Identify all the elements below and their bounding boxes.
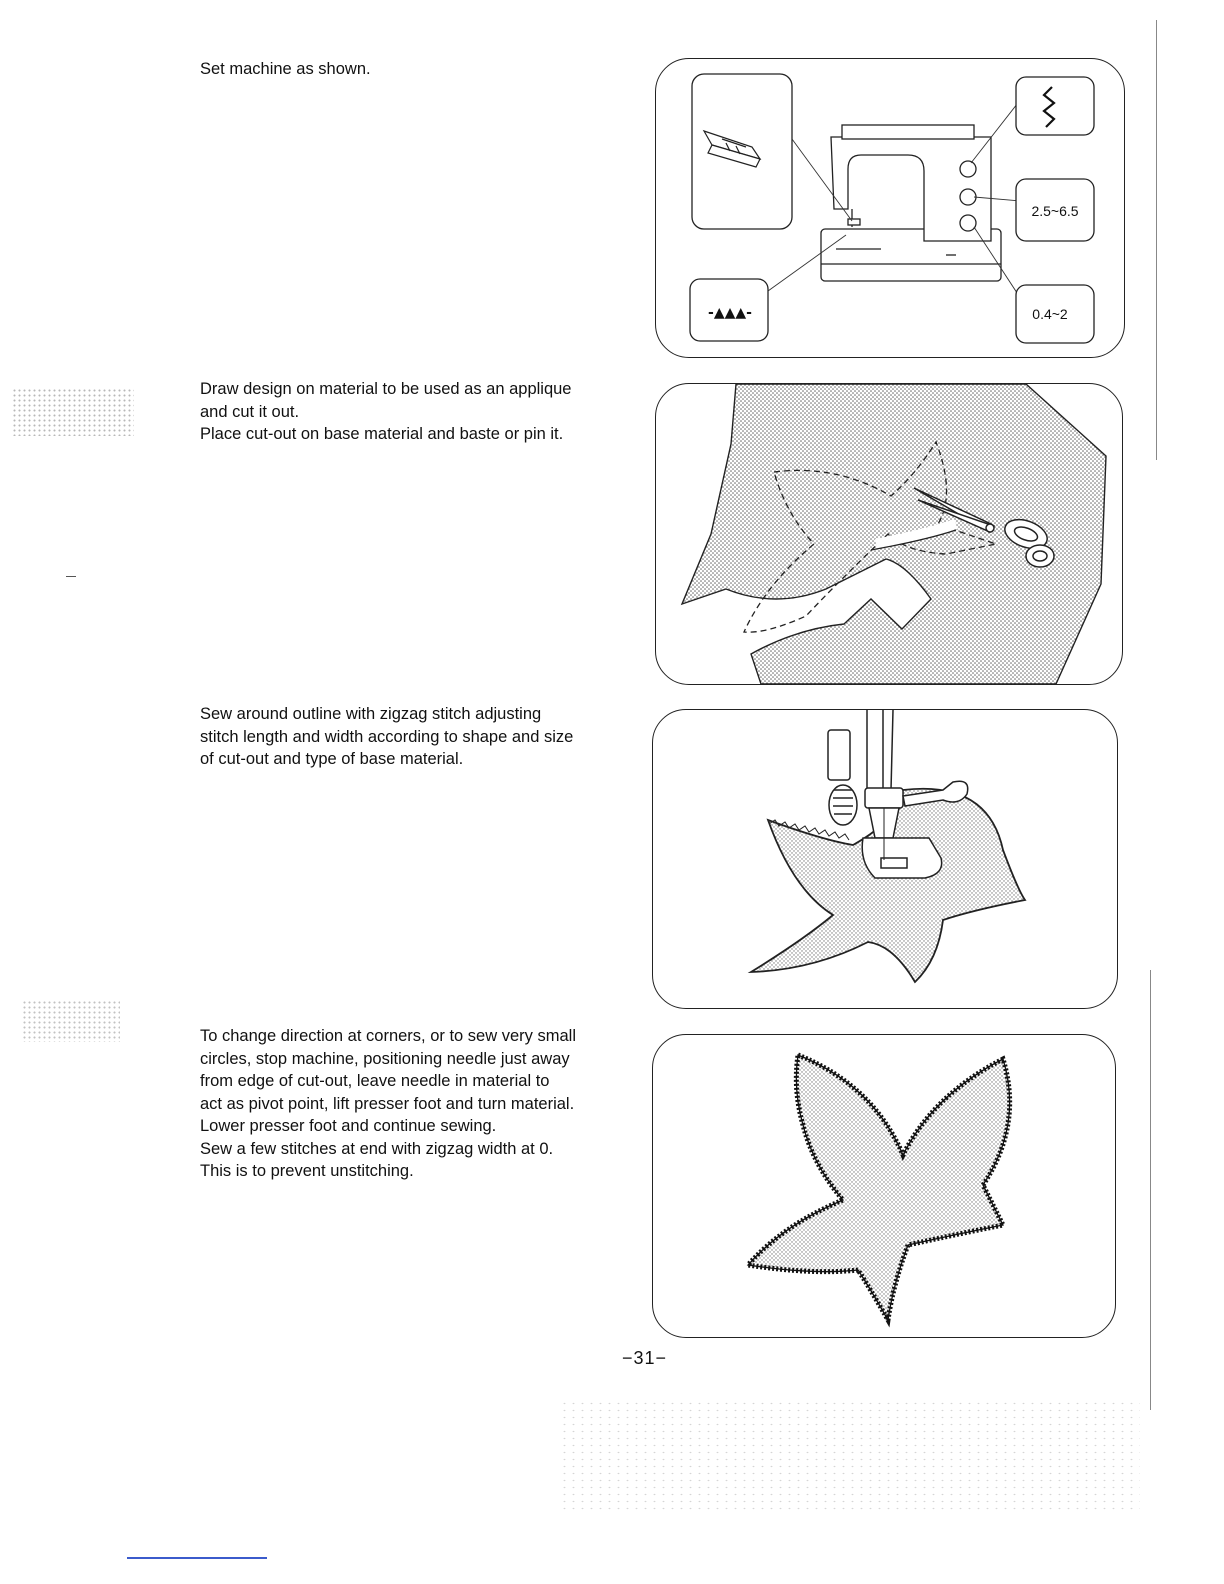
step-4-line: This is to prevent unstitching. — [200, 1162, 414, 1180]
stitch-pattern-inset — [1016, 77, 1094, 135]
step-4-line: Sew a few stitches at end with zigzag width at 0. — [200, 1139, 554, 1158]
page-number: −31− — [622, 1348, 668, 1368]
step-4-line: from edge of cut-out, leave needle in material to — [200, 1072, 550, 1090]
stitch-width-inset — [1016, 285, 1094, 343]
finished-leaf — [748, 1055, 1010, 1320]
scan-artifact — [127, 1557, 267, 1559]
step-2-line: and cut it out. — [200, 402, 300, 421]
cut-out-illustration — [655, 383, 1123, 685]
sewing-machine-icon — [821, 125, 1001, 281]
step-1-line: Set machine as shown. — [200, 60, 371, 78]
step-3-line: of cut-out and type of base material. — [200, 750, 464, 768]
scan-artifact — [66, 576, 76, 577]
scan-artifact — [560, 1400, 1140, 1510]
scan-artifact — [1156, 20, 1157, 460]
scan-artifact — [12, 388, 134, 436]
stitch-width-value: 0.4~2 — [1032, 306, 1068, 322]
scan-artifact — [1150, 970, 1151, 1410]
machine-settings-illustration — [655, 58, 1125, 358]
step-4-line: act as pivot point, lift presser foot and turn material. — [200, 1094, 575, 1113]
step-4-line: To change direction at corners, or to sew very small — [200, 1027, 576, 1045]
stitch-length-inset — [1016, 179, 1094, 241]
step-4-line: circles, stop machine, positioning needle just away — [200, 1049, 570, 1068]
step-2-line: Draw design on material to be used as an applique — [200, 380, 572, 398]
step-3-line: Sew around outline with zigzag stitch adjusting — [200, 705, 542, 723]
step-4-text — [200, 1025, 612, 1183]
step-2-text — [200, 378, 612, 446]
feed-dog-symbol: -▲▲▲- — [708, 305, 752, 321]
scan-artifact — [22, 1000, 120, 1042]
step-1-text — [200, 58, 612, 81]
step-3-line: stitch length and width according to shape and size — [200, 727, 574, 746]
step-2-line: Place cut-out on base material and baste or pin it. — [200, 425, 564, 443]
finished-applique-illustration — [652, 1034, 1116, 1338]
feed-dog-inset — [690, 279, 768, 341]
stitch-length-value: 2.5~6.5 — [1031, 203, 1079, 219]
presser-foot-inset — [692, 74, 792, 229]
step-4-line: Lower presser foot and continue sewing. — [200, 1117, 497, 1135]
sewing-outline-illustration — [652, 709, 1118, 1009]
step-3-text — [200, 703, 612, 771]
